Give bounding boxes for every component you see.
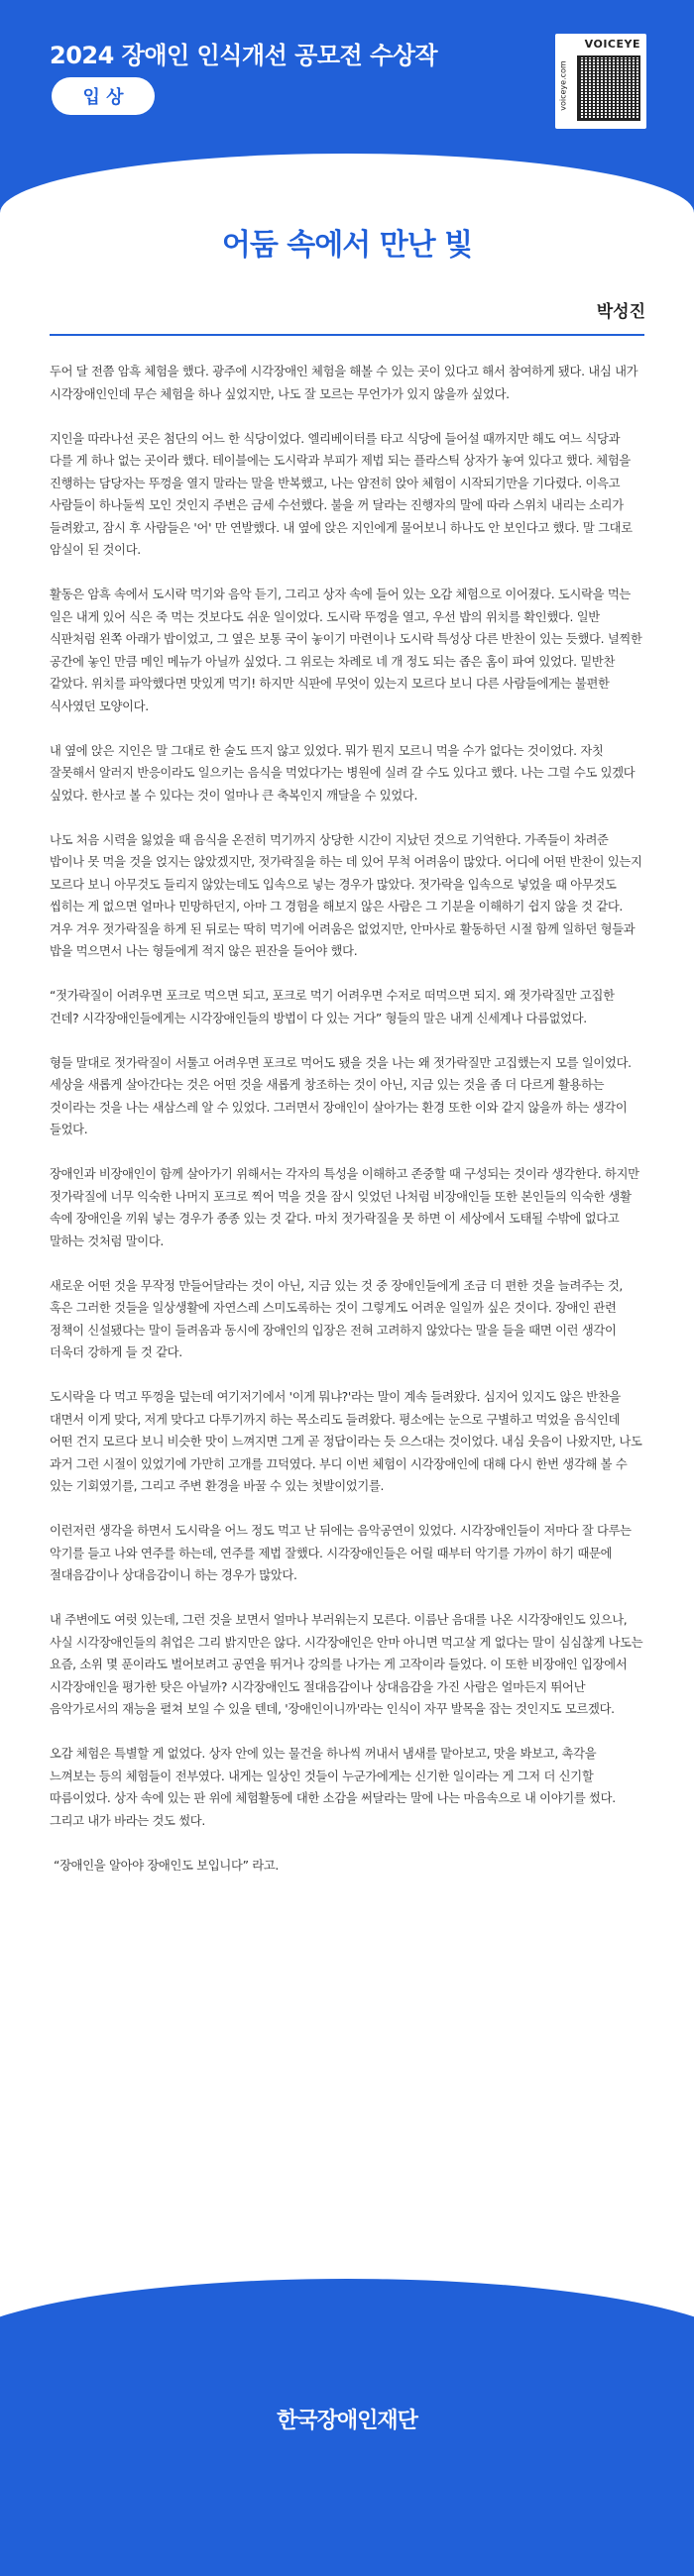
essay-title: 어둠 속에서 만난 빛 [221,228,473,263]
paragraph: “젓가락질이 어려우면 포크로 먹으면 되고, 포크로 먹기 어려우면 수저로 떠먹으면 되지. 왜 젓가락질만 고집한 건데? 시각장애인들에게는 시각장애인들의 방법이 다 있는 거다” 형들의 말은 내게 신세계나 다름없었다. [50,989,615,1025]
paragraph: 내 옆에 앉은 지인은 말 그대로 한 술도 뜨지 않고 있었다. 뭐가 뭔지 모르니 먹을 수가 없다는 것이었다. 자칫 잘못해서 알러지 반응이라도 일으키는 음식을 먹었다가는 병원에 실려 갈 수도 있다고 했다. 나는 그럴 수도 있겠다 싶었다. 한사코 볼 수 있다는 것이 얼마나 큰 축복인지 깨달을 수 있었다. [50,743,636,803]
essay-body [50,361,644,1899]
paragraph: 이런저런 생각을 하면서 도시락을 어느 정도 먹고 난 뒤에는 음악공연이 있었다. 시각장애인들이 저마다 잘 다루는 악기를 들고 나와 연주를 하는데, 연주를 제법 잘했다. 시각장애인들은 어릴 때부터 악기를 가까이 하기 때문에 절대음감이나 상대음감이니 하는 경우가 많았다. [50,1524,632,1582]
closing-quote: “장애인을 알아야 장애인도 보입니다” 라고. [54,1858,280,1873]
voiceye-label: VOICEYE [584,38,640,51]
paragraph: 나도 처음 시력을 잃었을 때 음식을 온전히 먹기까지 상당한 시간이 지났던 것으로 기억한다. 가족들이 차려준 밥이나 못 먹을 것을 얹지는 않았겠지만, 젓가락질을 하는 데 있어 무척 어려움이 많았다. 어디에 어떤 반찬이 있는지 모르다 보니 아무것도 들리지 않았는데도 입속으로 넣는 경우가 많았다. 젓가락을 입속으로 넣었을 때 아무것도 씹히는 게 없으면 얼마나 민망하던지, 아마 그 경험을 해보지 않은 사람은 그 기분을 이해하기 쉽지 않을 것 같다. 겨우 겨우 젓가락질을 하게 된 뒤로는 딱히 먹기에 어려움은 없었지만, 안마사로 활동하던 시절 함께 일하던 형들과 밥을 먹으면서 나는 형들에게 적지 않은 핀잔을 들어야 했다. [50,832,642,958]
foundation-logo: 한국장애인재단 [277,2409,417,2433]
paragraph: 두어 달 전쯤 암흑 체험을 했다. 광주에 시각장애인 체험을 해볼 수 있는 곳이 있다고 해서 참여하게 됐다. 내심 내가 시각장애인인데 무슨 체험을 하나 싶었지만, 나도 잘 모르는 무언가가 있지 않을까 싶었다. [50,365,638,401]
paragraph: 내 주변에도 여럿 있는데, 그런 것을 보면서 얼마나 부러워는지 모른다. 이름난 음대를 나온 시각장애인도 있으나, 사실 시각장애인들의 취업은 그리 밝지만은 않다. 시각장애인은 안마 아니면 먹고살 게 없다는 말이 심심찮게 나도는 요즘, 소위 몇 푼이라도 벌어보려고 공연을 뛰거나 강의를 나가는 게 고작이라 들었다. 이 또한 비장애인 입장에서 시각장애인을 평가한 탓은 아닐까? 시각장애인도 절대음감이나 상대음감을 가진 사람은 얼마든지 뛰어난 음악가로서의 재능을 펼쳐 보일 수 있을 텐데, '장애인이니까'라는 인식이 자꾸 발목을 잡는 것인지도 모르겠다. [50,1613,643,1716]
voiceye-code-box [555,34,646,129]
voiceye-barcode-icon [577,55,640,121]
title-divider [50,334,644,336]
paragraph: 오감 체험은 특별할 게 없었다. 상자 안에 있는 물건을 하나씩 꺼내서 냄새를 맡아보고, 맛을 봐보고, 촉각을 느껴보는 등의 체험들이 전부였다. 내게는 일상인 것들이 누군가에게는 신기한 일이라는 게 그저 더 신기할 따름이었다. 상자 속에 있는 판 위에 체험활동에 대한 소감을 써달라는 말에 나는 마음속으로 내 이야기를 썼다. 그리고 내가 바라는 것도 썼다. [50,1747,616,1828]
contest-title: 2024 장애인 인식개선 공모전 수상작 [50,42,438,69]
paragraph: 지인을 따라나선 곳은 첨단의 어느 한 식당이었다. 엘리베이터를 타고 식당에 들어설 때까지만 해도 여느 식당과 다를 게 하나 없는 곳이라 했다. 테이블에는 도시락과 부피가 제법 되는 플라스틱 상자가 놓여 있다고 했다. 체험을 진행하는 담당자는 뚜껑을 열지 말라는 말을 반복했고, 나는 얌전히 앉아 체험이 시작되기만을 기다렸다. 이윽고 사람들이 하나둘씩 모인 것인지 주변은 금세 수선했다. 불을 꺼 달라는 진행자의 말에 따라 스위치 내리는 소리가 들려왔고, 잠시 후 사람들은 '어' 만 연발했다. 내 옆에 앉은 지인에게 물어보니 하나도 안 보인다고 했다. 말 그대로 암실이 된 것이다. [50,431,633,557]
author-name: 박성진 [596,302,645,322]
paragraph: 도시락을 다 먹고 뚜껑을 덮는데 여기저기에서 '이게 뭐냐?'라는 말이 계속 들려왔다. 심지어 있지도 않은 반찬을 대면서 이게 맞다, 저게 맞다고 다투기까지 하는 목소리도 들려왔다. 평소에는 눈으로 구별하고 먹었을 음식인데 어떤 건지 모르다 보니 비슷한 맛이 느껴지면 그게 곧 정답이라는 듯 으스대는 것이었다. 내심 웃음이 나왔지만, 나도 과거 그런 시절이 있었기에 가만히 고개를 끄덕였다. 부디 이번 체험이 시각장애인에 대해 다시 한번 생각해 볼 수 있는 기회였기를, 그리고 주변 환경을 바꿀 수 있는 첫발이었기를. [50,1390,642,1493]
award-badge: 입 상 [52,77,155,115]
paragraph: 새로운 어떤 것을 무작정 만들어달라는 것이 아닌, 지금 있는 것 중 장애인들에게 조금 더 편한 것을 늘려주는 것, 혹은 그러한 것들을 일상생활에 자연스레 스미도록하는 것이 그렇게도 어려운 일일까 싶은 것이다. 장애인 관련 정책이 신설됐다는 말이 들려옴과 동시에 장애인의 입장은 전혀 고려하지 않았다는 말을 들을 때면 이런 생각이 더욱더 강하게 들 것 같다. [50,1278,624,1359]
paragraph: 활동은 암흑 속에서 도시락 먹기와 음악 듣기, 그리고 상자 속에 들어 있는 오감 체험으로 이어졌다. 도시락을 먹는 일은 내게 있어 식은 죽 먹는 것보다도 쉬운 일이었다. 도시락 뚜껑을 열고, 우선 밥의 위치를 확인했다. 일반 식판처럼 왼쪽 아래가 밥이었고, 그 옆은 보통 국이 놓이기 마련이나 도시락 특성상 다른 반찬이 있는 듯했다. 널찍한 공간에 놓인 만큼 메인 메뉴가 아닐까 싶었다. 그 위로는 차례로 네 개 정도 되는 좁은 홈이 파여 있었다. 밑반찬 같았다. 위치를 파악했다면 맛있게 먹기! 하지만 식판에 무엇이 있는지 모르다 보니 다른 사람들에게는 불편한 식사였던 모양이다. [50,588,642,713]
paragraph: 장애인과 비장애인이 함께 살아가기 위해서는 각자의 특성을 이해하고 존중할 때 구성되는 것이라 생각한다. 하지만 젓가락질에 너무 익숙한 나머지 포크로 찍어 먹을 것을 잠시 잊었던 나처럼 비장애인들 또한 본인들의 익숙한 생활 속에 장애인을 끼워 넣는 경우가 종종 있는 것 같다. 마치 젓가락질을 못 하면 이 세상에서 도태될 수밖에 없다고 말하는 것처럼 말이다. [50,1167,639,1248]
paragraph: 형들 말대로 젓가락질이 서툴고 어려우면 포크로 먹어도 됐을 것을 나는 왜 젓가락질만 고집했는지 모를 일이었다. 세상을 새롭게 살아간다는 것은 어떤 것을 새롭게 창조하는 것이 아닌, 지금 있는 것을 좀 더 다르게 활용하는 것이라는 것을 나는 새삼스레 알 수 있었다. 그러면서 장애인이 살아가는 환경 또한 이와 같지 않을까 하는 생각이 들었다. [50,1055,632,1136]
voiceye-url: voiceye.com [558,60,568,111]
